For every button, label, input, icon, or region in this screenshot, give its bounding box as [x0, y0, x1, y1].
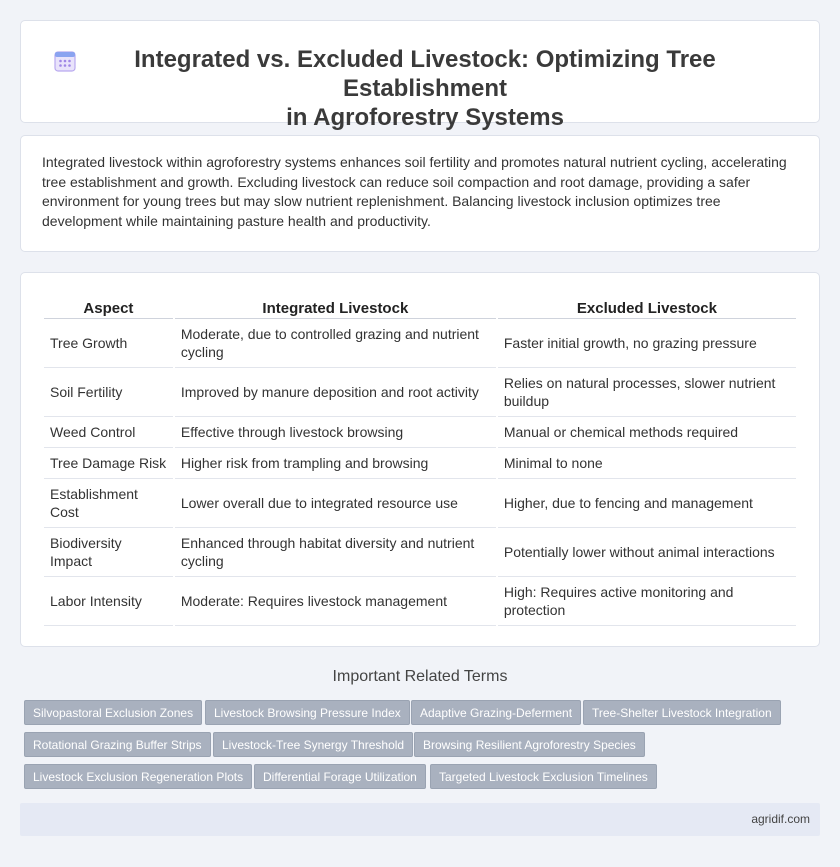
footer-site-link[interactable]: agridif.com [751, 812, 810, 826]
table-cell-integrated: Lower overall due to integrated resource use [175, 479, 496, 528]
related-term-tag[interactable]: Browsing Resilient Agroforestry Species [414, 732, 645, 757]
header-aspect: Aspect [44, 297, 173, 319]
summary-card [20, 135, 820, 252]
table-cell-integrated: Higher risk from trampling and browsing [175, 448, 496, 479]
table-cell-excluded: Manual or chemical methods required [498, 417, 796, 448]
related-term-tag[interactable]: Silvopastoral Exclusion Zones [24, 700, 202, 725]
related-term-tag[interactable]: Livestock Browsing Pressure Index [205, 700, 410, 725]
page-title-line2: in Agroforestry Systems [286, 104, 564, 131]
table-cell-aspect: Tree Growth [44, 319, 173, 368]
table-cell-integrated: Enhanced through habitat diversity and nutrient cycling [175, 528, 496, 577]
related-terms-heading: Important Related Terms [332, 668, 508, 685]
table-row [44, 479, 796, 528]
related-term-tag[interactable]: Livestock Exclusion Regeneration Plots [24, 764, 252, 789]
related-term-tag[interactable]: Targeted Livestock Exclusion Timelines [430, 764, 657, 789]
summary-text: Integrated livestock within agroforestry systems enhances soil fertility and promotes natural nutrient cycling, accelerating tree establishment and growth. Excluding livestock can reduce soil compaction and root damage, providing a safer environment for young trees but may slow nutrient replenishment. Balancing livestock inclusion optimizes tree development while maintaining pasture health and productivity. [42, 154, 787, 229]
table-cell-aspect: Establishment Cost [44, 479, 173, 528]
table-cell-excluded: Relies on natural processes, slower nutrient buildup [498, 368, 796, 417]
related-term-tag[interactable]: Livestock-Tree Synergy Threshold [213, 732, 413, 757]
related-term-tag[interactable]: Differential Forage Utilization [254, 764, 426, 789]
table-row [44, 368, 796, 417]
header-excluded: Excluded Livestock [498, 297, 796, 319]
header-integrated: Integrated Livestock [175, 297, 496, 319]
table-row [44, 528, 796, 577]
footer [20, 803, 820, 836]
page-title-line1: Integrated vs. Excluded Livestock: Optimizing Tree Establishment [134, 46, 716, 102]
table-cell-aspect: Biodiversity Impact [44, 528, 173, 577]
table-header-row [44, 297, 796, 319]
table-cell-integrated: Improved by manure deposition and root activity [175, 368, 496, 417]
table-cell-integrated: Effective through livestock browsing [175, 417, 496, 448]
table-cell-excluded: Higher, due to fencing and management [498, 479, 796, 528]
table-cell-aspect: Tree Damage Risk [44, 448, 173, 479]
table-row [44, 319, 796, 368]
table-cell-excluded: Faster initial growth, no grazing pressure [498, 319, 796, 368]
table-cell-aspect: Soil Fertility [44, 368, 173, 417]
table-cell-excluded: High: Requires active monitoring and protection [498, 577, 796, 626]
related-term-tag[interactable]: Rotational Grazing Buffer Strips [24, 732, 211, 757]
related-term-tag[interactable]: Tree-Shelter Livestock Integration [583, 700, 781, 725]
related-term-tag[interactable]: Adaptive Grazing-Deferment [411, 700, 581, 725]
title-card [20, 20, 820, 131]
table-cell-integrated: Moderate: Requires livestock management [175, 577, 496, 626]
comparison-table-card [20, 272, 820, 647]
comparison-table [42, 297, 798, 626]
table-cell-excluded: Potentially lower without animal interactions [498, 528, 796, 577]
table-cell-aspect: Labor Intensity [44, 577, 173, 626]
table-cell-integrated: Moderate, due to controlled grazing and nutrient cycling [175, 319, 496, 368]
table-row [44, 448, 796, 479]
table-row [44, 417, 796, 448]
table-cell-excluded: Minimal to none [498, 448, 796, 479]
table-row [44, 577, 796, 626]
table-cell-aspect: Weed Control [44, 417, 173, 448]
page-title [51, 45, 799, 132]
